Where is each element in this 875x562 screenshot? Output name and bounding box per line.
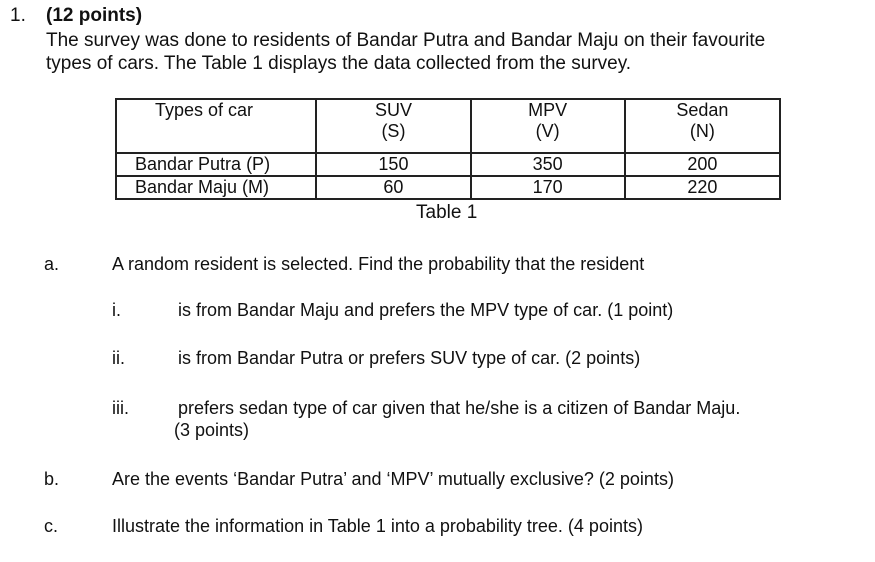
- part-b-text: Are the events ‘Bandar Putra’ and ‘MPV’ mutually exclusive? (2 points): [112, 469, 674, 489]
- cell-putra-suv: 150: [316, 153, 470, 176]
- part-c-label: c.: [44, 516, 59, 536]
- part-c-text: Illustrate the information in Table 1 into a probability tree. (4 points): [112, 516, 643, 536]
- part-a-ii-text: is from Bandar Putra or prefers SUV type of car. (2 points): [178, 348, 641, 368]
- header-sedan-abbr: (N): [689, 121, 715, 141]
- cell-putra-sedan: 200: [625, 153, 780, 176]
- cell-maju-mpv: 170: [471, 176, 625, 199]
- header-sedan: [625, 99, 780, 153]
- table-row: [116, 176, 780, 199]
- header-mpv: [471, 99, 625, 153]
- part-a-iii-points: (3 points): [174, 420, 250, 440]
- header-types-of-car: Types of car: [116, 99, 316, 153]
- question-points: (12 points): [46, 5, 143, 26]
- header-suv-abbr: (S): [381, 121, 406, 141]
- part-a-i-text: is from Bandar Maju and prefers the MPV type of car. (1 point): [178, 300, 674, 320]
- table-header-row: [116, 99, 780, 153]
- question-intro: [46, 29, 765, 75]
- part-a-label: a.: [44, 254, 60, 274]
- header-sedan-name: Sedan: [676, 100, 729, 120]
- row-label-bandar-maju: Bandar Maju (M): [116, 176, 316, 199]
- table-row: [116, 153, 780, 176]
- part-a-iii-label: iii.: [112, 398, 129, 418]
- table-caption: Table 1: [416, 202, 478, 223]
- header-mpv-name: MPV: [528, 100, 568, 120]
- question-number: 1.: [10, 5, 26, 26]
- header-suv-name: SUV: [374, 100, 412, 120]
- header-suv: [316, 99, 470, 153]
- cell-putra-mpv: 350: [471, 153, 625, 176]
- part-a-text: A random resident is selected. Find the probability that the resident: [112, 254, 645, 274]
- part-b-label: b.: [44, 469, 60, 489]
- part-a-i-label: i.: [112, 300, 121, 320]
- cell-maju-sedan: 220: [625, 176, 780, 199]
- row-label-bandar-putra: Bandar Putra (P): [116, 153, 316, 176]
- intro-line-2: types of cars. The Table 1 displays the data collected from the survey.: [46, 53, 632, 74]
- intro-line-1: The survey was done to residents of Bandar Putra and Bandar Maju on their favourite: [46, 30, 766, 51]
- part-a-iii-text: prefers sedan type of car given that he/she is a citizen of Bandar Maju.: [178, 398, 741, 418]
- header-mpv-abbr: (V): [535, 121, 560, 141]
- cell-maju-suv: 60: [316, 176, 470, 199]
- survey-table: [115, 98, 781, 200]
- part-a-ii-label: ii.: [112, 348, 125, 368]
